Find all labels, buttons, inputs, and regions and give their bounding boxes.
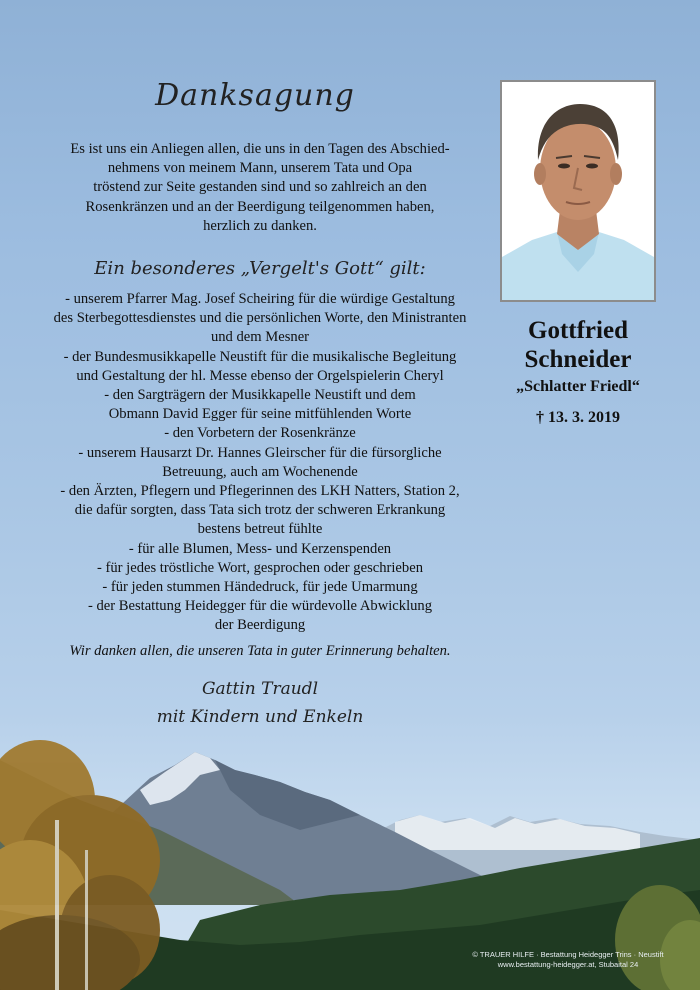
- thanks-line: des Sterbegottesdienstes und die persönlichen Worte, den Ministranten: [53, 310, 467, 327]
- thanks-line: - der Bestattung Heidegger für die würdevolle Abwicklung: [87, 598, 433, 615]
- intro-line: Es ist uns ein Anliegen allen, die uns in den Tagen des Abschied-: [70, 141, 450, 157]
- thanks-line: - unserem Pfarrer Mag. Josef Scheiring für die würdige Gestaltung: [65, 291, 455, 307]
- thanks-line: der Beerdigung: [214, 617, 306, 634]
- last-name: Schneider: [524, 346, 632, 373]
- portrait-illustration: [502, 82, 654, 300]
- intro-paragraph: [40, 140, 480, 236]
- thanks-line: - für jeden stummen Händedruck, für jede Umarmung: [102, 579, 418, 596]
- footer-line-2: www.bestattung-heidegger.at, Stubaital 24: [497, 960, 639, 969]
- distant-snow: [395, 815, 640, 850]
- thanks-line: - den Vorbetern der Rosenkränze: [164, 425, 356, 442]
- footer-line-1: © TRAUER HILFE · Bestattung Heidegger Trins · Neustift: [472, 950, 664, 959]
- intro-line: tröstend zur Seite gestanden sind und so zahlreich an den: [93, 179, 427, 196]
- death-date: † 13. 3. 2019: [536, 409, 620, 426]
- thanks-line: Betreuung, auch am Wochenende: [162, 463, 358, 480]
- signature-line-1: Gattin Traudl: [201, 679, 319, 699]
- intro-line: nehmens von meinem Mann, unserem Tata und Opa: [107, 160, 413, 177]
- closing-sentence: Wir danken allen, die unseren Tata in guter Erinnerung behalten.: [69, 643, 451, 659]
- vergelts-gott-heading: Ein besonderes „Vergelt's Gott“ gilt:: [94, 258, 426, 279]
- page-title: Danksagung: [155, 78, 355, 113]
- first-name: Gottfried: [528, 317, 628, 344]
- thanks-line: Obmann David Egger für seine mitfühlenden Worte: [108, 406, 412, 423]
- intro-line: Rosenkränzen und an der Beerdigung teilgenommen haben,: [85, 198, 435, 215]
- signature-line-2: mit Kindern und Enkeln: [156, 707, 364, 727]
- autumn-tree: [0, 740, 160, 990]
- thanks-line: bestens betreut fühlte: [197, 521, 323, 538]
- portrait-photo: [500, 80, 656, 302]
- thanks-list: [30, 290, 490, 636]
- footer-credits: [440, 950, 696, 970]
- thanks-line: - der Bundesmusikkapelle Neustift für die musikalische Begleitung: [63, 348, 457, 365]
- thanks-line: und dem Mesner: [210, 329, 310, 346]
- thanks-line: die dafür sorgten, dass Tata sich trotz der schweren Erkrankung: [74, 502, 446, 519]
- deceased-name: [480, 316, 676, 374]
- thanks-line: - den Sargträgern der Musikkapelle Neustift und dem: [104, 387, 416, 404]
- thanks-line: - für alle Blumen, Mess- und Kerzenspenden: [128, 540, 392, 557]
- thanks-line: - den Ärzten, Pflegern und Pflegerinnen des LKH Natters, Station 2,: [60, 483, 460, 500]
- thanks-line: und Gestaltung der hl. Messe ebenso der Orgelspielerin Cheryl: [76, 367, 444, 384]
- thanks-line: - für jedes tröstliche Wort, gesprochen oder geschrieben: [97, 559, 423, 576]
- thanks-line: - unserem Hausarzt Dr. Hannes Gleirscher für die fürsorgliche: [78, 444, 442, 461]
- intro-line: herzlich zu danken.: [203, 217, 317, 234]
- deceased-nickname: „Schlatter Friedl“: [516, 378, 640, 395]
